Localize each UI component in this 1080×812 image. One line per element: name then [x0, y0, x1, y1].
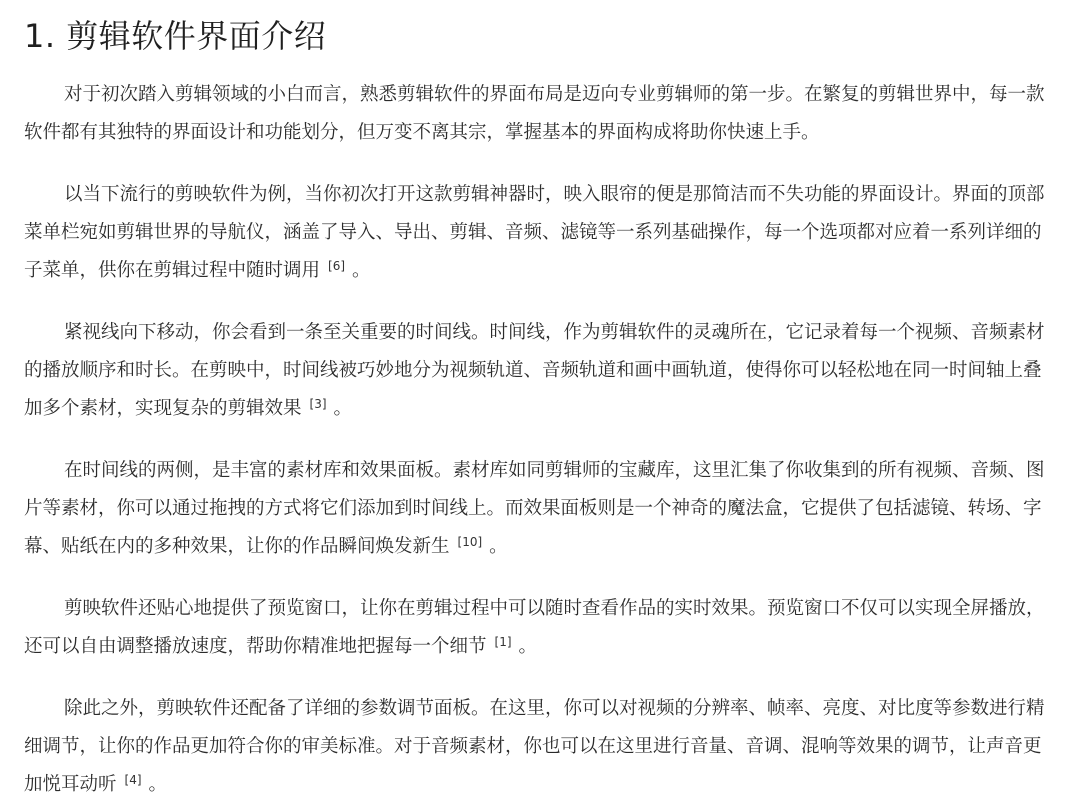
paragraph-text: 紧视线向下移动，你会看到一条至关重要的时间线。时间线，作为剪辑软件的灵魂所在，它记录着每一个视频、音频素材的播放顺序和时长。在剪映中，时间线被巧妙地分为视频轨道、音频轨道和画中画轨道，使得你可以轻松地在同一时间轴上叠加多个素材，实现复杂的剪辑效果: [24, 322, 1045, 419]
paragraph-library: [24, 452, 1056, 566]
paragraph-preview: [24, 590, 1056, 666]
citation-link[interactable]: [3]: [309, 397, 327, 411]
paragraph-text: 以当下流行的剪映软件为例，当你初次打开这款剪辑神器时，映入眼帘的便是那简洁而不失功能的界面设计。界面的顶部菜单栏宛如剪辑世界的导航仪，涵盖了导入、导出、剪辑、音频、滤镜等一系列基础操作，每一个选项都对应着一系列详细的子菜单，供你在剪辑过程中随时调用: [24, 184, 1045, 281]
citation-link[interactable]: [4]: [124, 773, 142, 787]
sentence-end: 。: [333, 398, 353, 419]
sentence-end: 。: [489, 536, 508, 557]
paragraph-intro: [24, 76, 1056, 152]
sentence-end: 。: [518, 636, 538, 657]
paragraph-parameters: [24, 690, 1056, 804]
citation-link[interactable]: [1]: [494, 635, 512, 649]
sentence-end: 。: [148, 774, 168, 795]
paragraph-text: 在时间线的两侧，是丰富的素材库和效果面板。素材库如同剪辑师的宝藏库，这里汇集了你收集到的所有视频、音频、图片等素材，你可以通过拖拽的方式将它们添加到时间线上。而效果面板则是一个神奇的魔法盒，它提供了包括滤镜、转场、字幕、贴纸在内的多种效果，让你的作品瞬间焕发新生: [24, 460, 1045, 557]
sentence-end: 。: [352, 260, 371, 281]
paragraph-text: 除此之外，剪映软件还配备了详细的参数调节面板。在这里，你可以对视频的分辨率、帧率、亮度、对比度等参数进行精细调节，让你的作品更加符合你的审美标准。对于音频素材，你也可以在这里进行音量、音调、混响等效果的调节，让声音更加悦耳动听: [24, 698, 1045, 795]
paragraph-menu-bar: [24, 176, 1056, 290]
citation-link[interactable]: [10]: [457, 535, 483, 549]
article-title: 1. 剪辑软件界面介绍: [24, 17, 327, 55]
paragraph-text: 对于初次踏入剪辑领域的小白而言，熟悉剪辑软件的界面布局是迈向专业剪辑师的第一步。在繁复的剪辑世界中，每一款软件都有其独特的界面设计和功能划分，但万变不离其宗，掌握基本的界面构成将助你快速上手。: [24, 84, 1045, 143]
paragraph-text: 剪映软件还贴心地提供了预览窗口，让你在剪辑过程中可以随时查看作品的实时效果。预览窗口不仅可以实现全屏播放，还可以自由调整播放速度，帮助你精准地把握每一个细节: [24, 598, 1045, 657]
paragraph-timeline: [24, 314, 1056, 428]
citation-link[interactable]: [6]: [328, 259, 346, 273]
